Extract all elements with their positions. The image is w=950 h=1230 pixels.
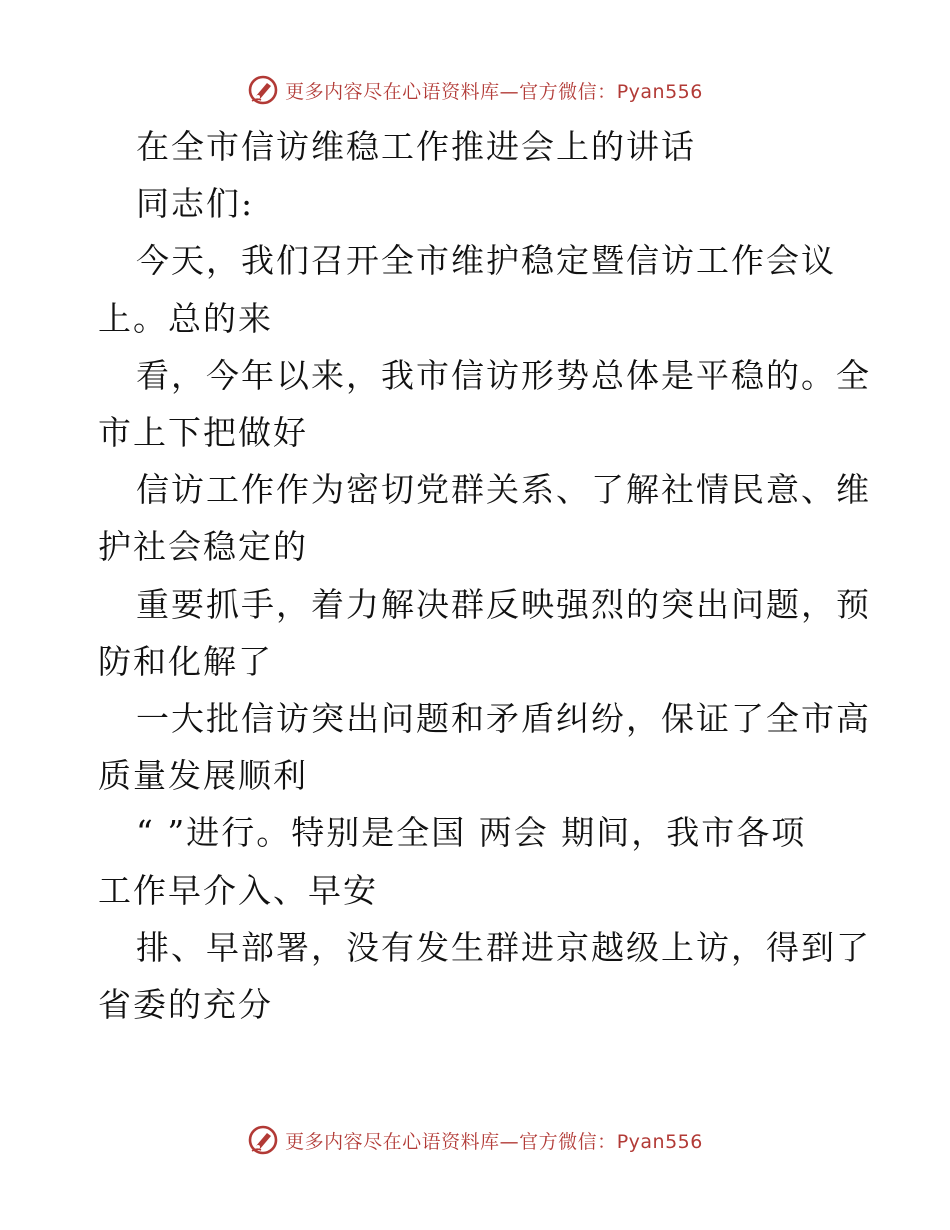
paragraph-line: 看，今年以来，我市信访形势总体是平稳的。全: [136, 355, 871, 395]
paragraph-line: “ ”进行。特别是全国 两会 期间，我市各项: [136, 813, 807, 853]
header-contact-id: Pyan556: [616, 80, 703, 103]
header-banner-title: 更多内容尽在心语资料库: [285, 80, 500, 103]
document-body: [98, 118, 871, 1033]
paragraph-line: 排、早部署，没有发生群进京越级上访，得到了: [136, 927, 871, 967]
pen-logo-icon: [247, 1124, 279, 1156]
footer-banner-separator: —: [499, 1130, 520, 1153]
paragraph-line: 防和化解了: [98, 641, 273, 681]
paragraph-line: 省委的充分: [98, 985, 273, 1025]
salutation: 同志们:: [136, 184, 255, 224]
paragraph-line: 一大批信访突出问题和矛盾纠纷，保证了全市高: [136, 699, 871, 739]
header-banner: [0, 70, 950, 110]
paragraph-line: 今天，我们召开全市维护稳定暨信访工作会议: [136, 241, 836, 281]
header-contact-label: 官方微信：: [519, 80, 617, 103]
header-banner-inner: [247, 74, 703, 106]
footer-contact-id: Pyan556: [616, 1130, 703, 1153]
paragraph-line: 上。总的来: [98, 298, 273, 338]
pen-logo-icon: [247, 74, 279, 106]
paragraph-line: 工作早介入、早安: [98, 870, 378, 910]
paragraph-line: 护社会稳定的: [98, 527, 308, 567]
paragraph-line: 信访工作作为密切党群关系、了解社情民意、维: [136, 470, 871, 510]
paragraph-line: 质量发展顺利: [98, 756, 308, 796]
header-banner-separator: —: [499, 80, 520, 103]
footer-banner: [0, 1120, 950, 1160]
header-banner-text: [285, 77, 703, 104]
footer-banner-text: [285, 1127, 703, 1154]
paragraph-line: 重要抓手，着力解决群反映强烈的突出问题，预: [136, 584, 871, 624]
document-title: 在全市信访维稳工作推进会上的讲话: [136, 127, 696, 166]
footer-banner-title: 更多内容尽在心语资料库: [285, 1130, 500, 1153]
footer-banner-inner: [247, 1124, 703, 1156]
footer-contact-label: 官方微信：: [519, 1130, 617, 1153]
paragraph-line: 市上下把做好: [98, 413, 308, 453]
